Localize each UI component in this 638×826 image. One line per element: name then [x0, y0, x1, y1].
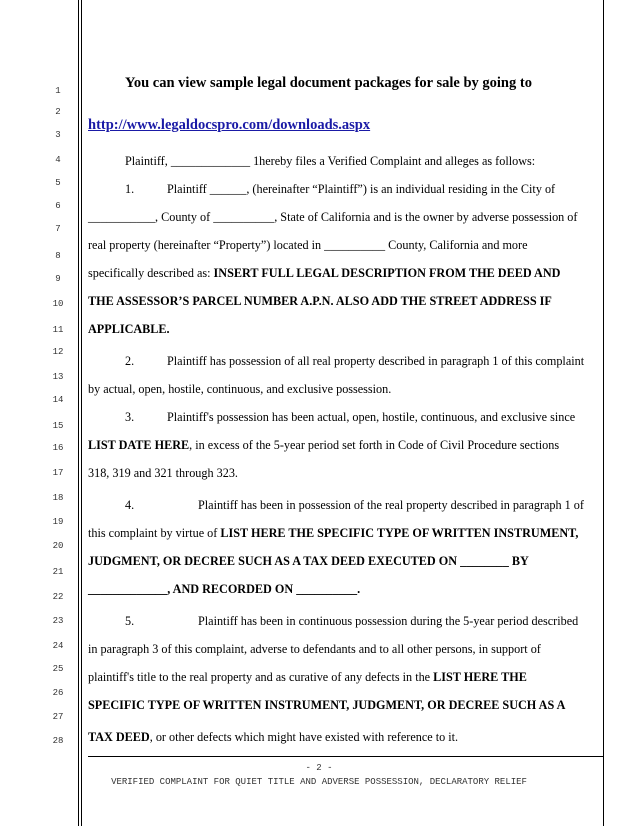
promo-text: You can view sample legal document packages for sale by going to	[125, 75, 532, 91]
para-1-line-3	[88, 237, 604, 253]
line-number: 7	[55, 224, 61, 234]
para-4-line-4	[88, 581, 604, 597]
para-5-bold-text: LIST HERE THE	[433, 670, 527, 684]
para-1-bold-text: INSERT FULL LEGAL DESCRIPTION FROM THE DEED AND	[213, 266, 561, 280]
para-5-text: plaintiff's title to the real property and as curative of any defects in the	[88, 670, 434, 684]
promo-text-line	[88, 75, 604, 91]
line-number: 19	[52, 517, 64, 527]
para-2-number: 2.	[125, 354, 135, 368]
para-5-line-5	[88, 729, 604, 745]
line-number: 16	[52, 443, 64, 453]
para-3-line-2	[88, 437, 604, 453]
intro-line	[88, 153, 604, 169]
para-3-text: 318, 319 and 321 through 323.	[88, 466, 238, 480]
para-1-text: Plaintiff ______, (hereinafter “Plaintiff”) is an individual residing in the City of	[167, 182, 556, 196]
para-5-line-4	[88, 697, 604, 713]
para-4-bold-text: LIST HERE THE SPECIFIC TYPE OF WRITTEN INSTRUMENT,	[220, 526, 579, 540]
page-number: - 2 -	[305, 763, 333, 773]
para-1-line-6	[88, 321, 604, 337]
line-number: 13	[52, 372, 64, 382]
para-4-text: Plaintiff has been in possession of the real property described in paragraph 1 of	[198, 498, 584, 512]
para-5-text: , or other defects which might have existed with reference to it.	[149, 730, 459, 744]
line-number: 9	[55, 274, 61, 284]
line-number: 25	[52, 664, 64, 674]
line-number: 2	[55, 107, 61, 117]
line-number: 12	[52, 347, 64, 357]
para-3-bold-text: LIST DATE HERE	[88, 438, 190, 452]
para-1-number: 1.	[125, 182, 135, 196]
line-number: 11	[52, 325, 64, 335]
para-5-line-2	[88, 641, 604, 657]
line-number: 6	[55, 201, 61, 211]
para-1-bold-text: THE ASSESSOR’S PARCEL NUMBER A.P.N. ALSO ADD THE STREET ADDRESS IF	[88, 294, 552, 308]
para-4-bold-text: JUDGMENT, OR DECREE SUCH AS A TAX DEED EXECUTED ON ________ BY	[88, 554, 529, 568]
footer-caption: VERIFIED COMPLAINT FOR QUIET TITLE AND ADVERSE POSSESSION, DECLARATORY RELIEF	[111, 777, 527, 787]
para-5-text: in paragraph 3 of this complaint, adverse to defendants and to all other persons, in support of	[88, 642, 541, 656]
line-number: 18	[52, 493, 64, 503]
line-number: 22	[52, 592, 64, 602]
line-number: 15	[52, 421, 64, 431]
para-1-line-1	[88, 181, 604, 197]
footer-rule	[88, 756, 604, 757]
para-5-bold-text: TAX DEED	[88, 730, 150, 744]
promo-link-line	[88, 117, 604, 133]
para-1-text: real property (hereinafter “Property”) located in __________ County, California and more	[88, 238, 528, 252]
promo-link[interactable]: http://www.legaldocspro.com/downloads.aspx	[88, 117, 371, 133]
para-1-line-4	[88, 265, 604, 281]
para-1-text: ___________, County of __________, State of California and is the owner by adverse possession of	[88, 210, 578, 224]
para-4-bold-text: _____________, AND RECORDED ON __________.	[88, 582, 361, 596]
para-4-line-2	[88, 525, 604, 541]
line-number: 26	[52, 688, 64, 698]
line-number: 20	[52, 541, 64, 551]
para-4-line-1	[88, 497, 604, 513]
line-number: 4	[55, 155, 61, 165]
line-number: 17	[52, 468, 64, 478]
para-3-line-3	[88, 465, 604, 481]
para-4-line-3	[88, 553, 604, 569]
para-2-text: by actual, open, hostile, continuous, and exclusive possession.	[88, 382, 392, 396]
line-number: 1	[55, 86, 61, 96]
para-3-line-1	[88, 409, 604, 425]
para-1-line-5	[88, 293, 604, 309]
line-number: 10	[52, 299, 64, 309]
line-number: 5	[55, 178, 61, 188]
para-2-line-2	[88, 381, 604, 397]
para-4-text: this complaint by virtue of	[88, 526, 221, 540]
para-5-text: Plaintiff has been in continuous possession during the 5-year period described	[198, 614, 579, 628]
para-1-bold-text: APPLICABLE.	[88, 322, 170, 336]
para-5-line-1	[88, 613, 604, 629]
para-1-text: specifically described as:	[88, 266, 214, 280]
para-3-text: Plaintiff's possession has been actual, open, hostile, continuous, and exclusive since	[167, 410, 576, 424]
line-number: 3	[55, 130, 61, 140]
para-3-number: 3.	[125, 410, 135, 424]
para-5-bold-text: SPECIFIC TYPE OF WRITTEN INSTRUMENT, JUDGMENT, OR DECREE SUCH AS A	[88, 698, 566, 712]
para-2-text: Plaintiff has possession of all real property described in paragraph 1 of this complaint	[167, 354, 585, 368]
left-margin-rule	[78, 0, 79, 826]
line-number: 24	[52, 641, 64, 651]
para-1-line-2	[88, 209, 604, 225]
intro-text: Plaintiff, _____________ 1hereby files a Verified Complaint and alleges as follows:	[125, 154, 536, 168]
para-5-number: 5.	[125, 614, 135, 628]
line-number: 28	[52, 736, 64, 746]
para-2-line-1	[88, 353, 604, 369]
para-4-number: 4.	[125, 498, 135, 512]
line-number: 8	[55, 251, 61, 261]
line-number: 23	[52, 616, 64, 626]
line-number: 14	[52, 395, 64, 405]
line-number: 21	[52, 567, 64, 577]
left-margin-rule-double	[81, 0, 82, 826]
para-5-line-3	[88, 669, 604, 685]
line-number: 27	[52, 712, 64, 722]
para-3-text: , in excess of the 5-year period set forth in Code of Civil Procedure sections	[189, 438, 560, 452]
